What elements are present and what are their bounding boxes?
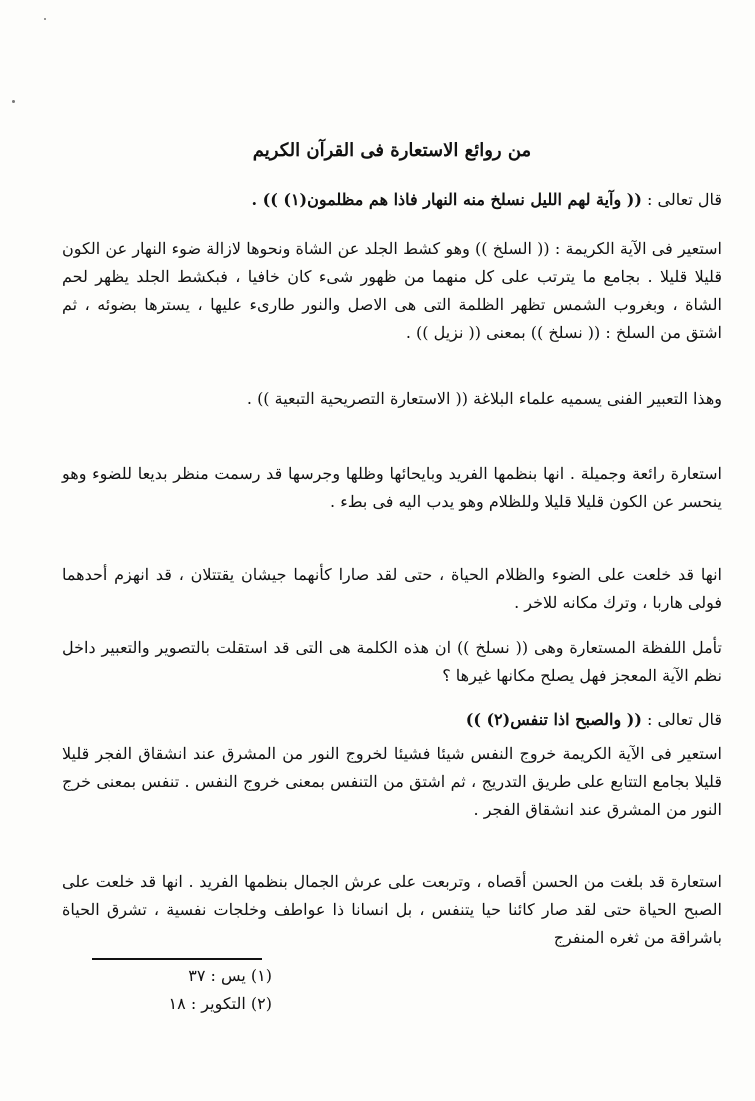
verse-quote: (( والصبح اذا تنفس(٢) )) [465,710,642,729]
verse-2 [62,706,722,734]
footnote-divider [92,958,262,960]
verse-intro: قال تعالى : [647,710,722,729]
footnote: (٢) التكوير : ١٨ [168,994,272,1013]
paragraph: استعير فى الآية الكريمة : (( السلخ )) وهو كشط الجلد عن الشاة ونحوها لازالة ضوء النهار عن الكون قليلا قليلا . بجامع ما يترتب على كل منهما من ظهور شىء كان خافيا ، فبكشط الجلد يظهر لحم الشاة ، وبغروب الشمس تظهر الظلمة التى هى الاصل والنور طارىء عليها ، يسترها بضوئه ، ثم اشتق من السلخ : (( نسلخ )) بمعنى (( نزيل )) . [62,239,722,342]
paragraph: انها قد خلعت على الضوء والظلام الحياة ، حتى لقد صارا كأنهما جيشان يقتتلان ، قد انهزم أحدهما فولى هاربا ، وترك مكانه للاخر . [62,565,723,612]
paragraph: استعارة قد بلغت من الحسن أقصاه ، وتربعت على عرش الجمال بنظمها الفريد . انها قد خلعت على الصبح الحياة حتى لقد صار كائنا حيا يتنفس ، بل انسانا ذا عواطف وخلجات نفسية ، تشرق الحياة باشراقة من ثغره المنفرج [62,872,723,947]
scan-speck [12,100,15,103]
page-title: من روائع الاستعارة فى القرآن الكريم [252,140,532,161]
paragraph: تأمل اللفظة المستعارة وهى (( نسلخ )) ان هذه الكلمة هى التى قد استقلت بالتصوير والتعبير داخل نظم الآية المعجز فهل يصلح مكانها غيرها ؟ [62,638,722,685]
verse-intro: قال تعالى : [647,190,722,209]
verse-1 [62,186,722,214]
paragraph: استعارة رائعة وجميلة . انها بنظمها الفريد وبايحائها وظلها وجرسها قد رسمت منظر بديعا للضوء وهو ينحسر عن الكون قليلا قليلا وللظلام وهو يدب اليه فى بطء . [62,464,722,511]
paragraph: وهذا التعبير الفنى يسميه علماء البلاغة (( الاستعارة التصريحية التبعية )) . [246,389,722,408]
footnote: (١) يس : ٣٧ [188,966,272,985]
scan-speck [44,18,46,20]
paragraph: استعير فى الآية الكريمة خروج النفس شيئا فشيئا لخروج النور من المشرق عند انشقاق الفجر قليلا قليلا بجامع التتابع على طريق التدريج ، ثم اشتق من التنفس بمعنى خروج النفس . تنفس بمعنى خرج النور من المشرق عند انشقاق الفجر . [62,744,722,819]
verse-quote: (( وآية لهم الليل نسلخ منه النهار فاذا هم مظلمون(١) )) . [251,190,642,209]
